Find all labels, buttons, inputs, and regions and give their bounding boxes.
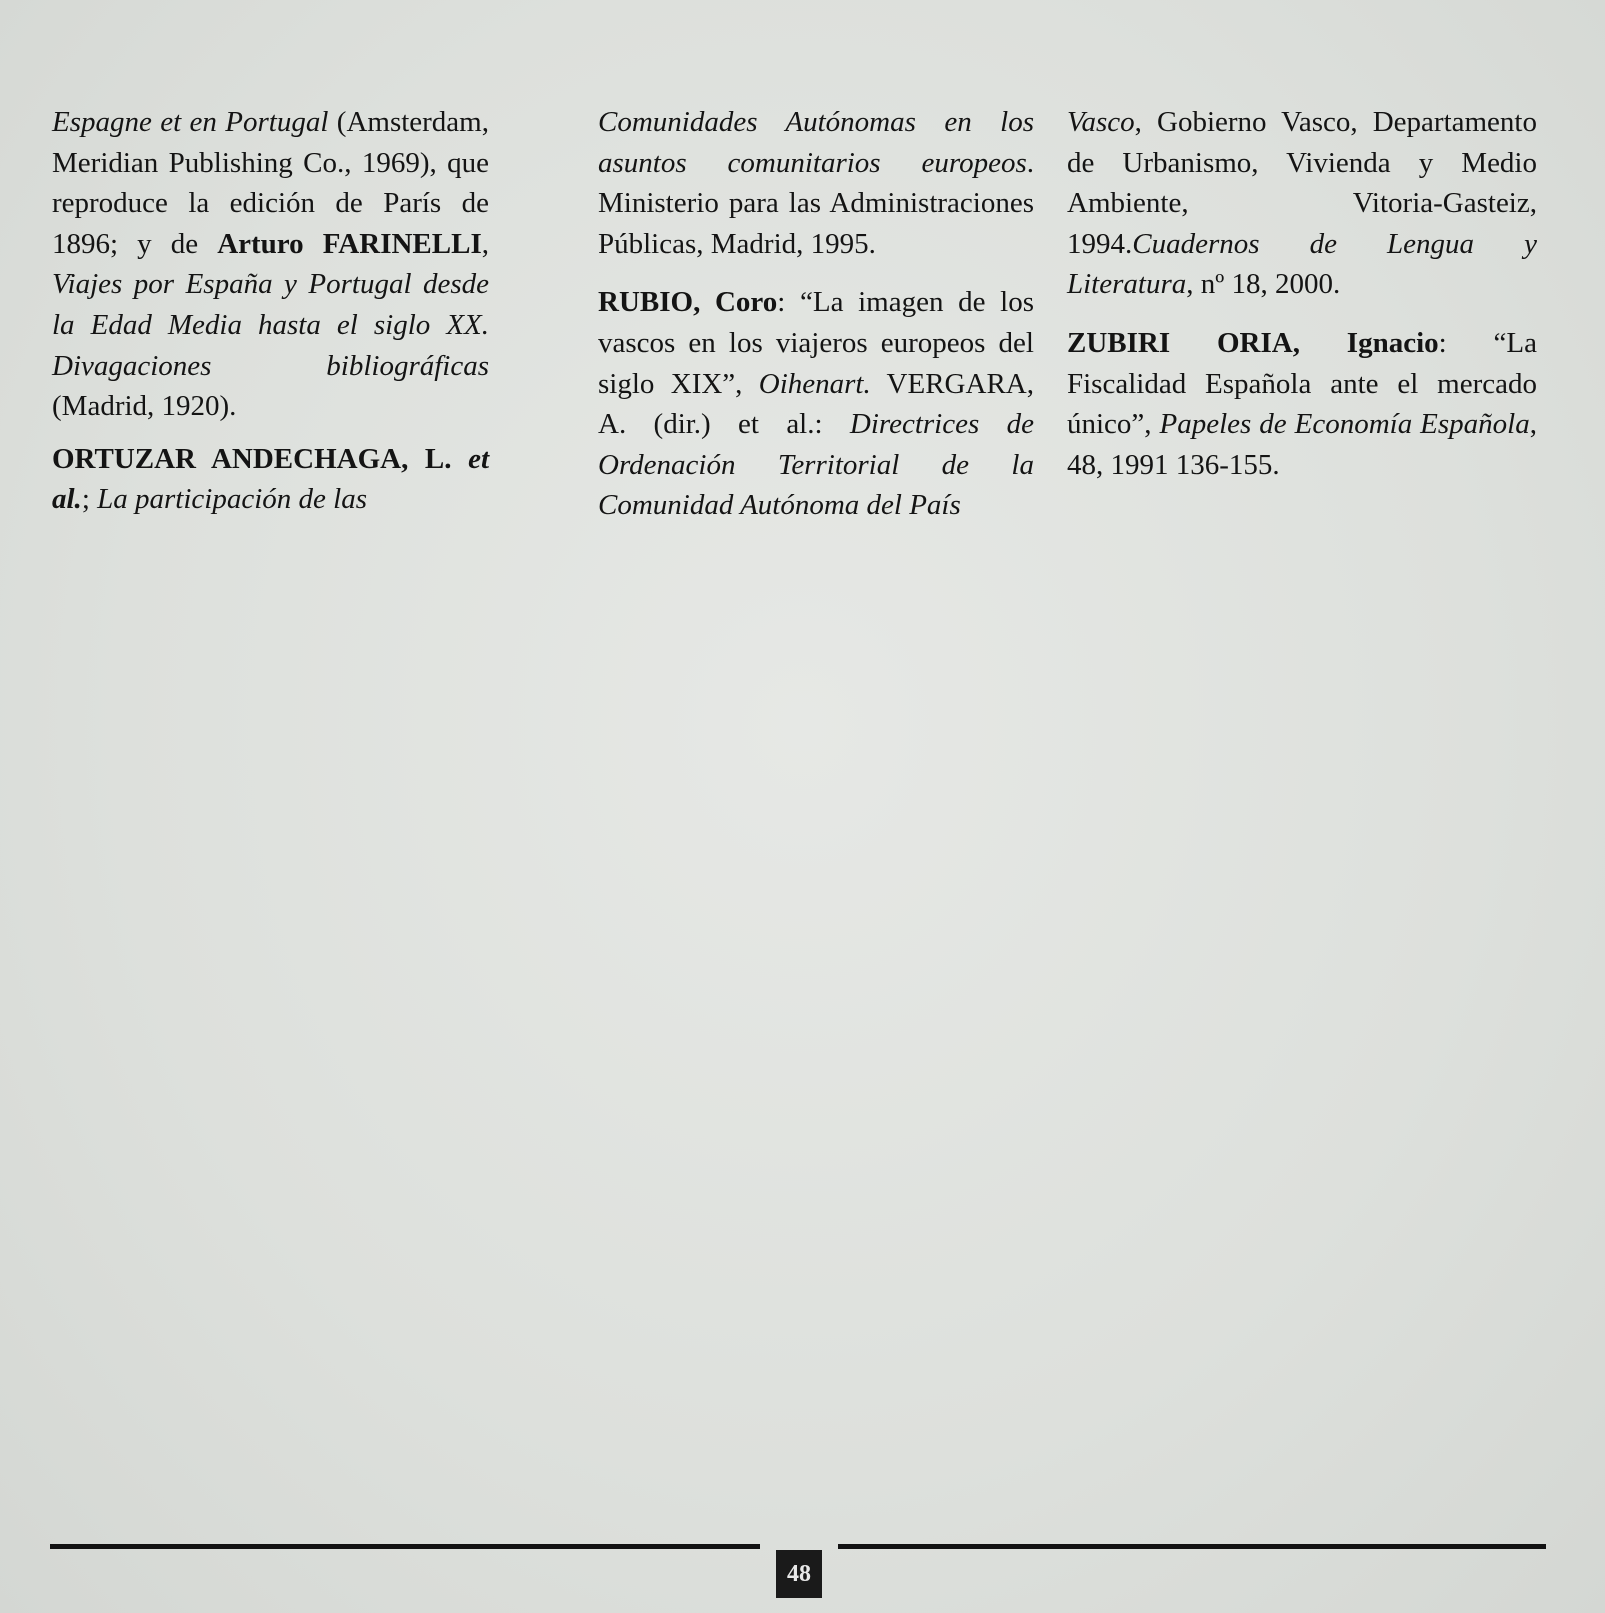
entry-title-fragment: Espagne et en Portugal [52, 106, 329, 138]
entry-author: Arturo FARINELLI [217, 227, 482, 260]
bibliography-entry-ortuzar [52, 439, 489, 520]
column-1 [52, 102, 489, 532]
column-3 [1067, 102, 1537, 497]
entry-text: VERGARA, A. (dir.) et al.: [598, 367, 1034, 441]
entry-journal: Cuadernos de Lengua y Literatura [1067, 227, 1537, 301]
entry-text: : “La Fiscalidad Española ante el mercado único”, [1067, 326, 1538, 441]
entry-author: RUBIO, Coro [598, 286, 778, 319]
footer-rule-right [838, 1544, 1546, 1549]
entry-text: , Gobierno Vasco, Departamento de Urbanismo, Vivienda y Medio Ambiente, Vitoria-Gasteiz, 1994. [1067, 106, 1537, 260]
entry-etal: et al. [52, 442, 490, 516]
entry-text: : “La imagen de los vascos en los viajeros europeos del siglo XIX”, [598, 286, 1034, 400]
entry-title: La participación de las [97, 483, 367, 516]
bibliography-entry-farinelli [52, 102, 489, 427]
entry-text: . Ministerio para las Administraciones Públicas, Madrid, 1995. [598, 146, 1034, 260]
entry-title: Viajes por [52, 268, 175, 301]
entry-author: ZUBIRI ORIA, Ignacio [1067, 326, 1439, 359]
bibliography-entry-rubio [598, 282, 1034, 526]
bleed-through-texture [40, 600, 520, 1500]
entry-separator: , [481, 227, 489, 260]
entry-text: , 48, 1991 136-155. [1067, 408, 1537, 481]
entry-title: Directrices de Ordenación Territorial de la Comunidad Autónoma del País [598, 408, 1034, 522]
entry-title: Comunidades Autónomas en los asuntos comunitarios europeos [598, 106, 1034, 179]
footer-rule-left [50, 1544, 760, 1549]
entry-text: Co., 1969), que reproduce la [52, 146, 490, 220]
bibliography-entry-zubiri [1067, 323, 1537, 485]
entry-title: Divagaciones bibliográficas [52, 349, 489, 382]
entry-text: (Madrid, 1920). [52, 390, 237, 423]
entry-title: Media hasta el siglo XX. [167, 308, 489, 341]
entry-text: , nº 18, 2000. [1186, 268, 1341, 301]
entry-journal: Oihenart. [758, 367, 871, 400]
entry-title: España y Portugal desde la Edad [52, 268, 490, 341]
entry-separator: ; [81, 483, 98, 516]
entry-title: Vasco [1067, 106, 1135, 138]
entry-journal: Papeles de Economía Española [1159, 408, 1530, 441]
entry-text: edición de París de 1896; y de [52, 187, 489, 260]
entry-author: ORTUZAR ANDECHAGA, L. [52, 442, 452, 475]
bibliography-entry-ortuzar-continued [598, 102, 1034, 264]
bibliography-entry-rubio-continued [1067, 102, 1537, 305]
entry-text: (Amsterdam, Meridian Publishing [52, 106, 489, 179]
page-number: 48 [776, 1550, 822, 1598]
column-2 [598, 102, 1034, 538]
